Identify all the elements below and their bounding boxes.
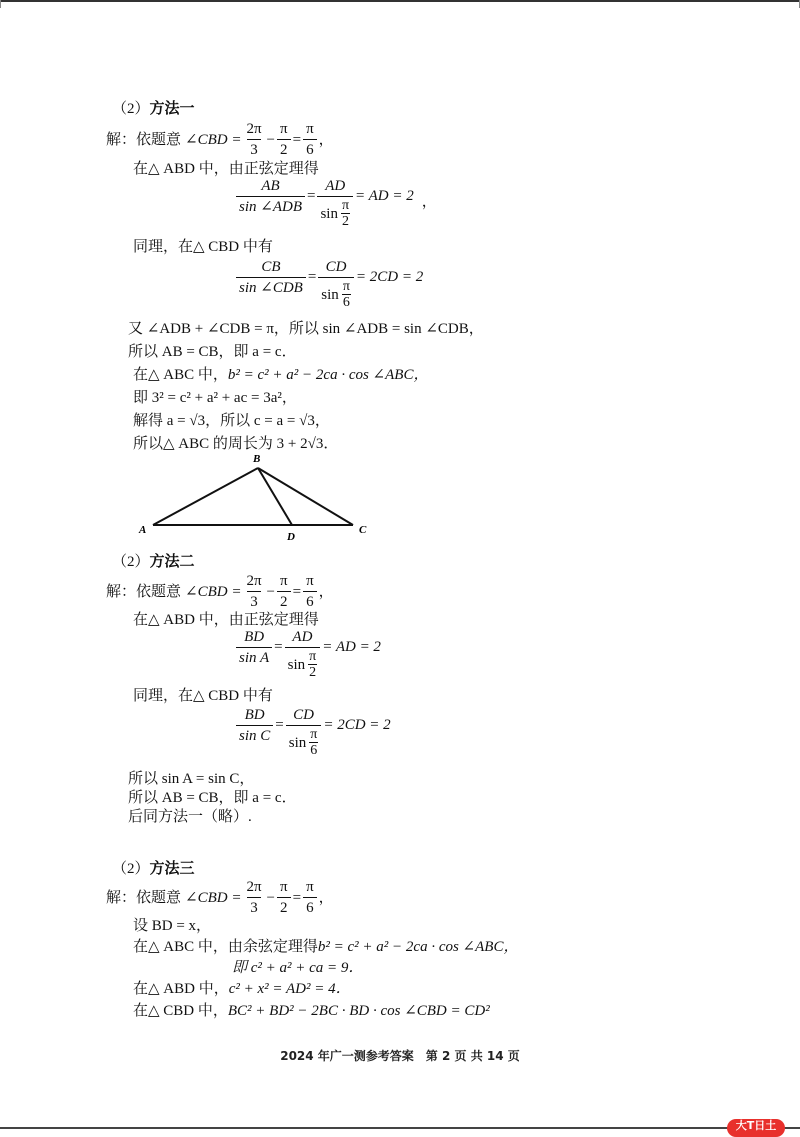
comma: ， <box>421 194 437 210</box>
heading-prefix: （2） <box>112 101 150 117</box>
heading-prefix: （2） <box>112 861 150 877</box>
fraction-ad-over-sin-pi2: AD sin $\frac{\pi}{2}$ <box>317 177 353 229</box>
label-c: C <box>359 524 367 536</box>
method3-line5 <box>133 980 351 998</box>
heading-title: 方法三 <box>149 861 195 877</box>
line-prefix: 在△ ABC 中， <box>133 367 228 383</box>
method2-sine-law-abd: $\frac{BD}{\text{sin A}}$ = AD sin $\frac{\pi}{2}$ = AD = 2 <box>234 628 381 680</box>
method2-line5: 所以 AB = CB，即 a = c． <box>128 790 297 806</box>
fraction-ad-over-sin-pi2: AD sin $\frac{\pi}{2}$ <box>285 628 321 680</box>
method3-line4: 即 c² + a² + ca = 9． <box>232 960 364 976</box>
fraction-cb-over-sin-cdb: $\frac{CB}{\text{sin ∠CDB}}$ <box>236 258 306 297</box>
comma: ， <box>318 131 334 148</box>
side-bc <box>258 468 353 525</box>
fraction-pi-2: $\frac{\pi}{2}$ <box>277 120 291 159</box>
solution-label: 解：依题意 <box>106 131 182 148</box>
heading-prefix: （2） <box>112 554 150 570</box>
equals-sign: = <box>292 889 302 906</box>
solution-label: 解：依题意 <box>106 889 182 906</box>
fraction-pi-2: $\frac{\pi}{2}$ <box>277 878 291 917</box>
solution-label: 解：依题意 <box>106 583 182 600</box>
fraction-2pi-3: $\frac{2\pi}{3}$ <box>246 121 262 158</box>
method2-line3: 同理，在△ CBD 中有 <box>133 688 273 704</box>
method2-line6: 后同方法一（略）. <box>128 809 252 825</box>
heading-title: 方法一 <box>149 101 195 117</box>
method1-line9: 所以△ ABC 的周长为 3 + 2√3． <box>133 436 339 452</box>
heading-title: 方法二 <box>149 554 195 570</box>
fraction-bd-over-sin-a: $\frac{BD}{\text{sin A}}$ <box>236 628 272 667</box>
rhs-2cd-2: = 2CD = 2 <box>323 717 391 733</box>
method3-line1 <box>106 878 334 917</box>
fraction-pi-6: $\frac{\pi}{6}$ <box>303 120 317 159</box>
page-footer: 2024 年广一测参考答案 第 2 页 共 14 页 <box>280 1049 520 1063</box>
method3-heading <box>112 857 195 878</box>
method1-line4: 又 ∠ADB + ∠CDB = π，所以 sin ∠ADB = sin ∠CDB， <box>128 321 484 337</box>
method1-line5: 所以 AB = CB，即 a = c． <box>128 344 297 360</box>
method3-line2: 设 BD = x， <box>133 918 212 934</box>
method1-line8: 解得 a = √3，所以 c = a = √3， <box>133 413 330 429</box>
cosine-law-cbd: BC² + BD² − 2BC · BD · cos ∠CBD = CD² <box>227 1003 490 1019</box>
method1-sine-law-cbd: $\frac{CB}{\text{sin ∠CDB}}$ = CD sin $\frac{\pi}{6}$ = 2CD = 2 <box>234 258 423 310</box>
app-badge[interactable]: 大T日土 <box>727 1119 785 1137</box>
equals-sign: = <box>292 583 302 600</box>
fraction-2pi-3: $\frac{2\pi}{3}$ <box>246 879 262 916</box>
line-prefix: 在△ CBD 中， <box>133 1003 228 1019</box>
angle-cbd: ∠CBD = <box>185 131 242 148</box>
rhs-2cd-2: = 2CD = 2 <box>355 269 424 285</box>
fraction-pi-6: $\frac{\pi}{6}$ <box>303 572 317 611</box>
segment-bd <box>258 468 292 525</box>
fraction-cd-over-sin-pi6: CD sin $\frac{\pi}{6}$ <box>318 258 354 310</box>
method2-heading <box>112 550 195 571</box>
method1-line3: 同理，在△ CBD 中有 <box>133 239 273 255</box>
method1-sine-law-abd: $\frac{AB}{\text{sin ∠ADB}}$ = AD sin $\frac{\pi}{2}$ = AD = 2 ， <box>234 177 437 229</box>
method2-line2: 在△ ABD 中，由正弦定理得 <box>133 612 319 628</box>
angle-cbd: ∠CBD = <box>185 583 242 600</box>
side-ab <box>153 468 258 525</box>
method3-line3 <box>133 938 518 956</box>
minus-sign: − <box>266 583 276 600</box>
comma: ， <box>318 583 334 600</box>
method3-line6 <box>133 1002 490 1020</box>
rhs-ad-2: = AD = 2 <box>322 639 381 655</box>
page-bottom-border <box>0 1127 800 1129</box>
label-a: A <box>139 524 147 536</box>
pythagorean-eq: c² + x² = AD² = 4． <box>228 981 351 997</box>
method1-line2: 在△ ABD 中，由正弦定理得 <box>133 161 319 177</box>
fraction-cd-over-sin-pi6: CD sin $\frac{\pi}{6}$ <box>286 706 322 758</box>
fraction-pi-2: $\frac{\pi}{2}$ <box>277 572 291 611</box>
cosine-law: b² = c² + a² − 2ca · cos ∠ABC， <box>317 939 519 955</box>
method1-line7: 即 3² = c² + a² + ac = 3a²， <box>133 390 297 406</box>
fraction-pi-6: $\frac{\pi}{6}$ <box>303 878 317 917</box>
method2-sine-law-cbd: $\frac{BD}{\text{sin C}}$ = CD sin $\frac{\pi}{6}$ = 2CD = 2 <box>234 706 391 758</box>
minus-sign: − <box>266 131 276 148</box>
line-prefix: 在△ ABD 中， <box>133 981 229 997</box>
fraction-ab-over-sin-adb: $\frac{AB}{\text{sin ∠ADB}}$ <box>236 177 305 216</box>
label-d: D <box>287 531 295 543</box>
line-prefix: 在△ ABC 中，由余弦定理得 <box>133 939 318 955</box>
angle-cbd: ∠CBD = <box>185 889 242 906</box>
rhs-ad-2: = AD = 2 <box>355 188 414 204</box>
cosine-law: b² = c² + a² − 2ca · cos ∠ABC， <box>227 367 429 383</box>
triangle-diagram <box>0 0 800 560</box>
comma: ， <box>318 889 334 906</box>
minus-sign: − <box>266 889 276 906</box>
equals-sign: = <box>292 131 302 148</box>
method2-line4: 所以 sin A = sin C， <box>128 771 255 787</box>
method2-line1 <box>106 572 334 611</box>
fraction-bd-over-sin-c: $\frac{BD}{\text{sin C}}$ <box>236 706 273 745</box>
label-b: B <box>253 453 261 465</box>
fraction-2pi-3: $\frac{2\pi}{3}$ <box>246 573 262 610</box>
